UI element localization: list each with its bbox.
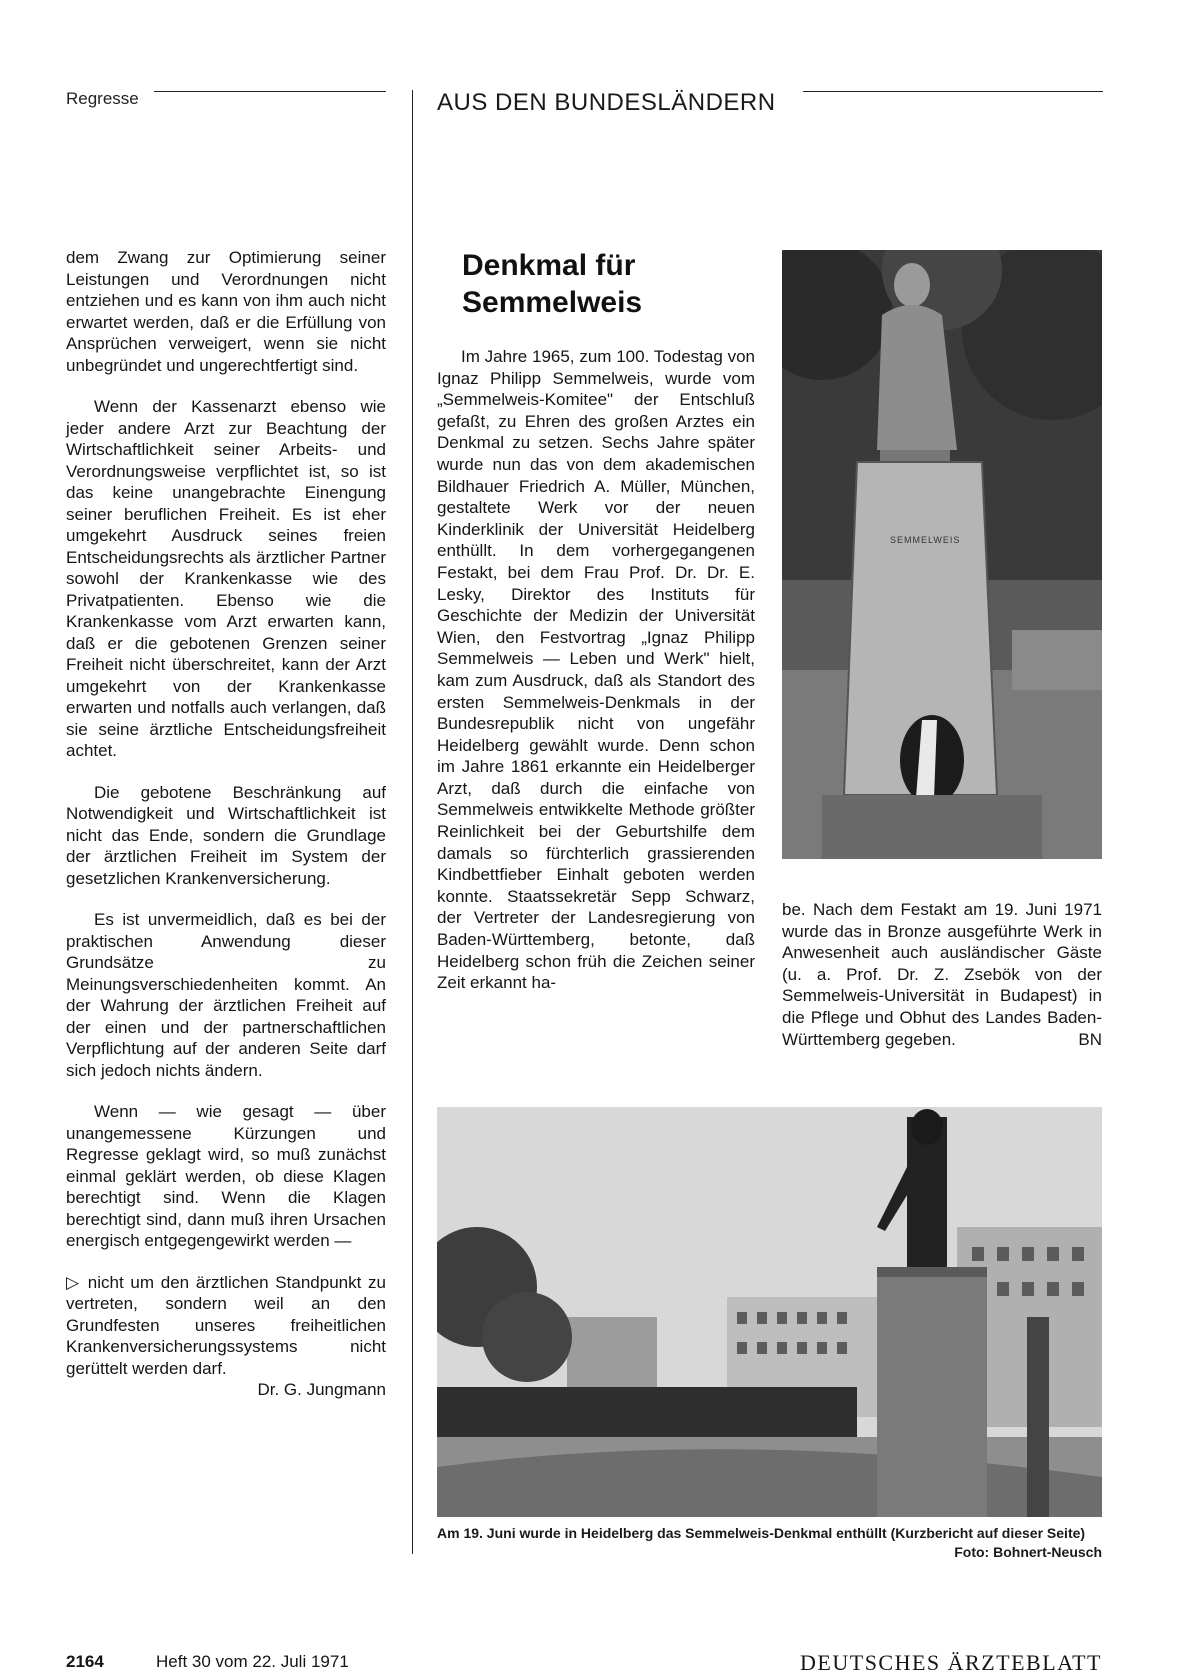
issue-info: Heft 30 vom 22. Juli 1971 (156, 1652, 349, 1671)
plinth-inscription: SEMMELWEIS (890, 535, 961, 545)
paragraph-4: Es ist unvermeidlich, daß es bei der praktischen Anwendung dieser Grundsätze zu Meinungsverschiedenheiten kommt. An der Wahrung der ärztlichen Freiheit auf der einen und der partnerschaftlichen Verpflichtung auf der anderen Seite darf sich jedoch nichts ändern. (66, 910, 386, 1080)
paragraph-6: ▷ nicht um den ärztlichen Standpunkt zu vertreten, sondern weil an den Grundfesten unseres freiheitlichen Krankenversicherungssystems nicht gerüttelt werden darf. (66, 1272, 386, 1378)
column-divider (412, 90, 413, 1554)
header-rule-right (803, 91, 1103, 92)
article-continuation (782, 899, 1102, 1050)
article-body: Im Jahre 1965, zum 100. Todestag von Ignaz Philipp Semmelweis, wurde vom „Semmelweis-Komitee" der Entschluß gefaßt, zu Ehren des großen Arztes ein Denkmal zu setzen. Sechs Jahre später wurde nun das von dem akademischen Bildhauer Friedrich A. Müller, München, gestaltete Werk vor der neuen Kinderklinik der Universität Heidelberg enthüllt. In dem vorhergegangenen Festakt, bei dem Frau Prof. Dr. Dr. E. Lesky, Direktor des Instituts für Geschichte der Medizin der Universität Wien, den Festvortrag „Ignaz Philipp Semmelweis — Leben und Werk" hielt, kam zum Ausdruck, daß als Standort des ersten Semmelweis-Denkmals in der Bundesrepublik nicht von ungefähr Heidelberg gewählt wurde. Denn schon im Jahre 1861 erkannte ein Heidelberger Arzt, daß durch die einfache von Semmelweis entwikkelte Methode größter Reinlichkeit bei der Geburtshilfe dem damals so fürchterlich grassierenden Kindbettfieber Einhalt geboten werden konnte. Staatssekretär Sepp Schwarz, der Vertreter der Landesregierung von Baden-Württemberg, betonte, daß Heidelberg schon früh die Zeichen seiner Zeit erkannt ha- (437, 347, 755, 993)
caption-text: Am 19. Juni wurde in Heidelberg das Semmelweis-Denkmal enthüllt (Kurzbericht auf dieser Seite) (437, 1525, 1086, 1541)
signature-line (66, 1379, 386, 1401)
continuation-text: be. Nach dem Festakt am 19. Juni 1971 wurde das in Bronze ausgeführte Werk in Anwesenheit auch ausländischer Gäste (u. a. Prof. Dr. Z. Zsebök von der Semmelweis-Universität in Budapest) in die Pflege und Obhut des Landes Baden-Württemberg gegeben. (782, 900, 1102, 1049)
paragraph-1: dem Zwang zur Optimierung seiner Leistungen und Verordnungen nicht entziehen und es kann von ihm auch nicht erwartet werden, daß er die Erfüllung von Ansprüchen verweigert, wenn sie nicht unbegründet und ungerechtfertigt sind. (66, 248, 386, 375)
paragraph-5: Wenn — wie gesagt — über unangemessene Kürzungen und Regresse geklagt wird, so muß zunächst einmal geklärt werden, ob diese Klagen berechtigt sind. Wenn die Klagen berechtigt sind, dann muß ihren Ursachen energisch entgegengewirkt werden — (66, 1102, 386, 1250)
photo-credit: Foto: Bohnert-Neusch (954, 1544, 1102, 1560)
photo-caption (437, 1524, 1102, 1562)
article-initials: BN (1078, 1029, 1102, 1049)
ceremony-photo (437, 1107, 1102, 1517)
paragraph-2: Wenn der Kassenarzt ebenso wie jeder andere Arzt zur Beachtung der Wirtschaftlichkeit seiner Arbeits- und Verordnungsweise verpflichtet ist, so ist das keine unangebrachte Einengung seiner beruflichen Freiheit. Es ist eher umgekehrt Ausdruck seines freien Entscheidungsrechts als ärztlicher Partner sowohl der Krankenkasse wie des Privatpatienten. Ebenso wie die Krankenkasse vom Arzt erwarten kann, daß er die gebotenen Grenzen seiner Freiheit nicht überschreitet, kann der Arzt umgekehrt von der Krankenkasse erwarten und notfalls auch verlangen, daß sie seine ärztliche Entscheidungsfreiheit achtet. (66, 397, 386, 760)
section-label-regresse: Regresse (66, 89, 139, 108)
left-column (66, 247, 386, 1401)
article-title: Denkmal für Semmelweis (462, 249, 643, 319)
journal-name: DEUTSCHES ÄRZTEBLATT (800, 1650, 1102, 1675)
paragraph-3: Die gebotene Beschränkung auf Notwendigkeit und Wirtschaftlichkeit ist nicht das Ende, sondern die Grundlage der ärztlichen Freiheit im System der gesetzlichen Krankenversicherung. (66, 782, 386, 888)
author-name: Dr. G. Jungmann (257, 1380, 386, 1399)
header-rule-left (154, 91, 386, 92)
section-header: AUS DEN BUNDESLÄNDERN (437, 89, 776, 116)
statue-photo (782, 250, 1102, 859)
page-number: 2164 (66, 1652, 104, 1671)
